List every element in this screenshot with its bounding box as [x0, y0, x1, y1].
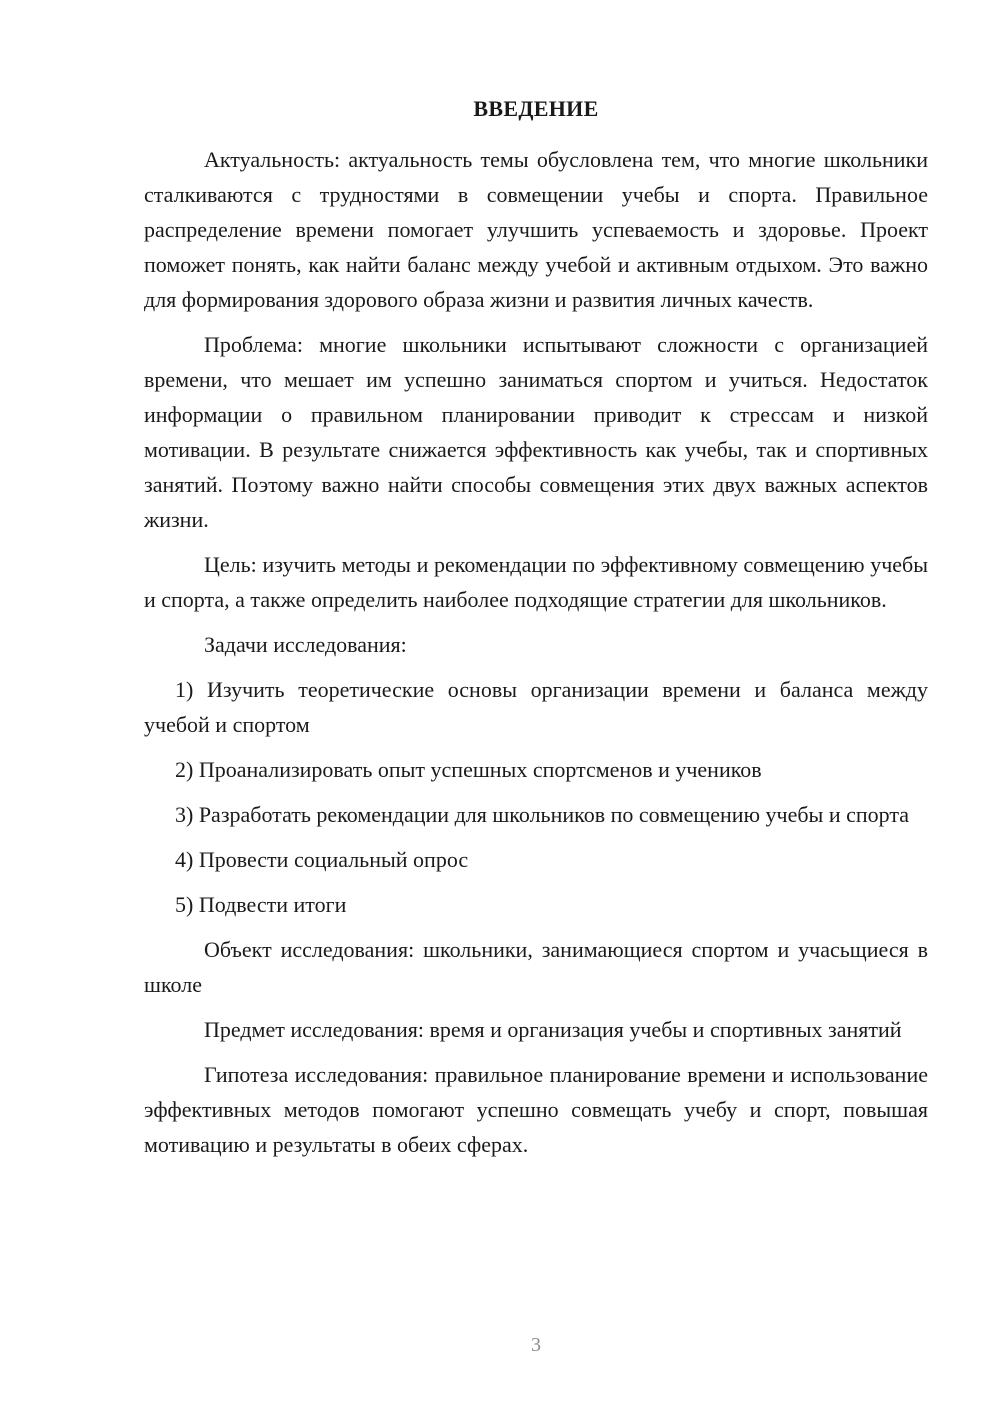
paragraph-goal: Цель: изучить методы и рекомендации по эффективному совмещению учебы и спорта, а также определить наиболее подходящие стратегии для школьников. [144, 552, 928, 612]
task-item-2: 2) Проанализировать опыт успешных спортсменов и учеников [175, 757, 762, 782]
paragraph-relevance: Актуальность: актуальность темы обусловлена тем, что многие школьники сталкиваются с трудностями в совмещении учебы и спорта. Правильное распределение времени помогает улучшить успеваемость и здоровье. Проект поможет понять, как найти баланс между учебой и активным отдыхом. Это важно для формирования здорового образа жизни и развития личных качеств. [144, 147, 928, 312]
task-item-3: 3) Разработать рекомендации для школьников по совмещению учебы и спорта [175, 802, 909, 827]
section-title: ВВЕДЕНИЕ [473, 96, 599, 121]
document-body [144, 142, 928, 1172]
paragraph-object: Объект исследования: школьники, занимающиеся спортом и учасьщиеся в школе [144, 937, 928, 997]
paragraph-hypothesis: Гипотеза исследования: правильное планирование времени и использование эффективных методов помогают успешно совмещать учебу и спорт, повышая мотивацию и результаты в обеих сферах. [144, 1062, 928, 1157]
page-number: 3 [531, 1334, 541, 1356]
task-item-5: 5) Подвести итоги [175, 892, 347, 917]
paragraph-tasks-heading: Задачи исследования: [204, 632, 407, 657]
paragraph-problem: Проблема: многие школьники испытывают сложности с организацией времени, что мешает им успешно заниматься спортом и учиться. Недостаток информации о правильном планировании приводит к стрессам и низкой мотивации. В результате снижается эффективность как учебы, так и спортивных занятий. Поэтому важно найти способы совмещения этих двух важных аспектов жизни. [144, 332, 928, 532]
paragraph-subject: Предмет исследования: время и организация учебы и спортивных занятий [204, 1017, 902, 1042]
task-item-1: 1) Изучить теоретические основы организации времени и баланса между учебой и спортом [144, 677, 928, 737]
task-item-4: 4) Провести социальный опрос [175, 847, 469, 872]
